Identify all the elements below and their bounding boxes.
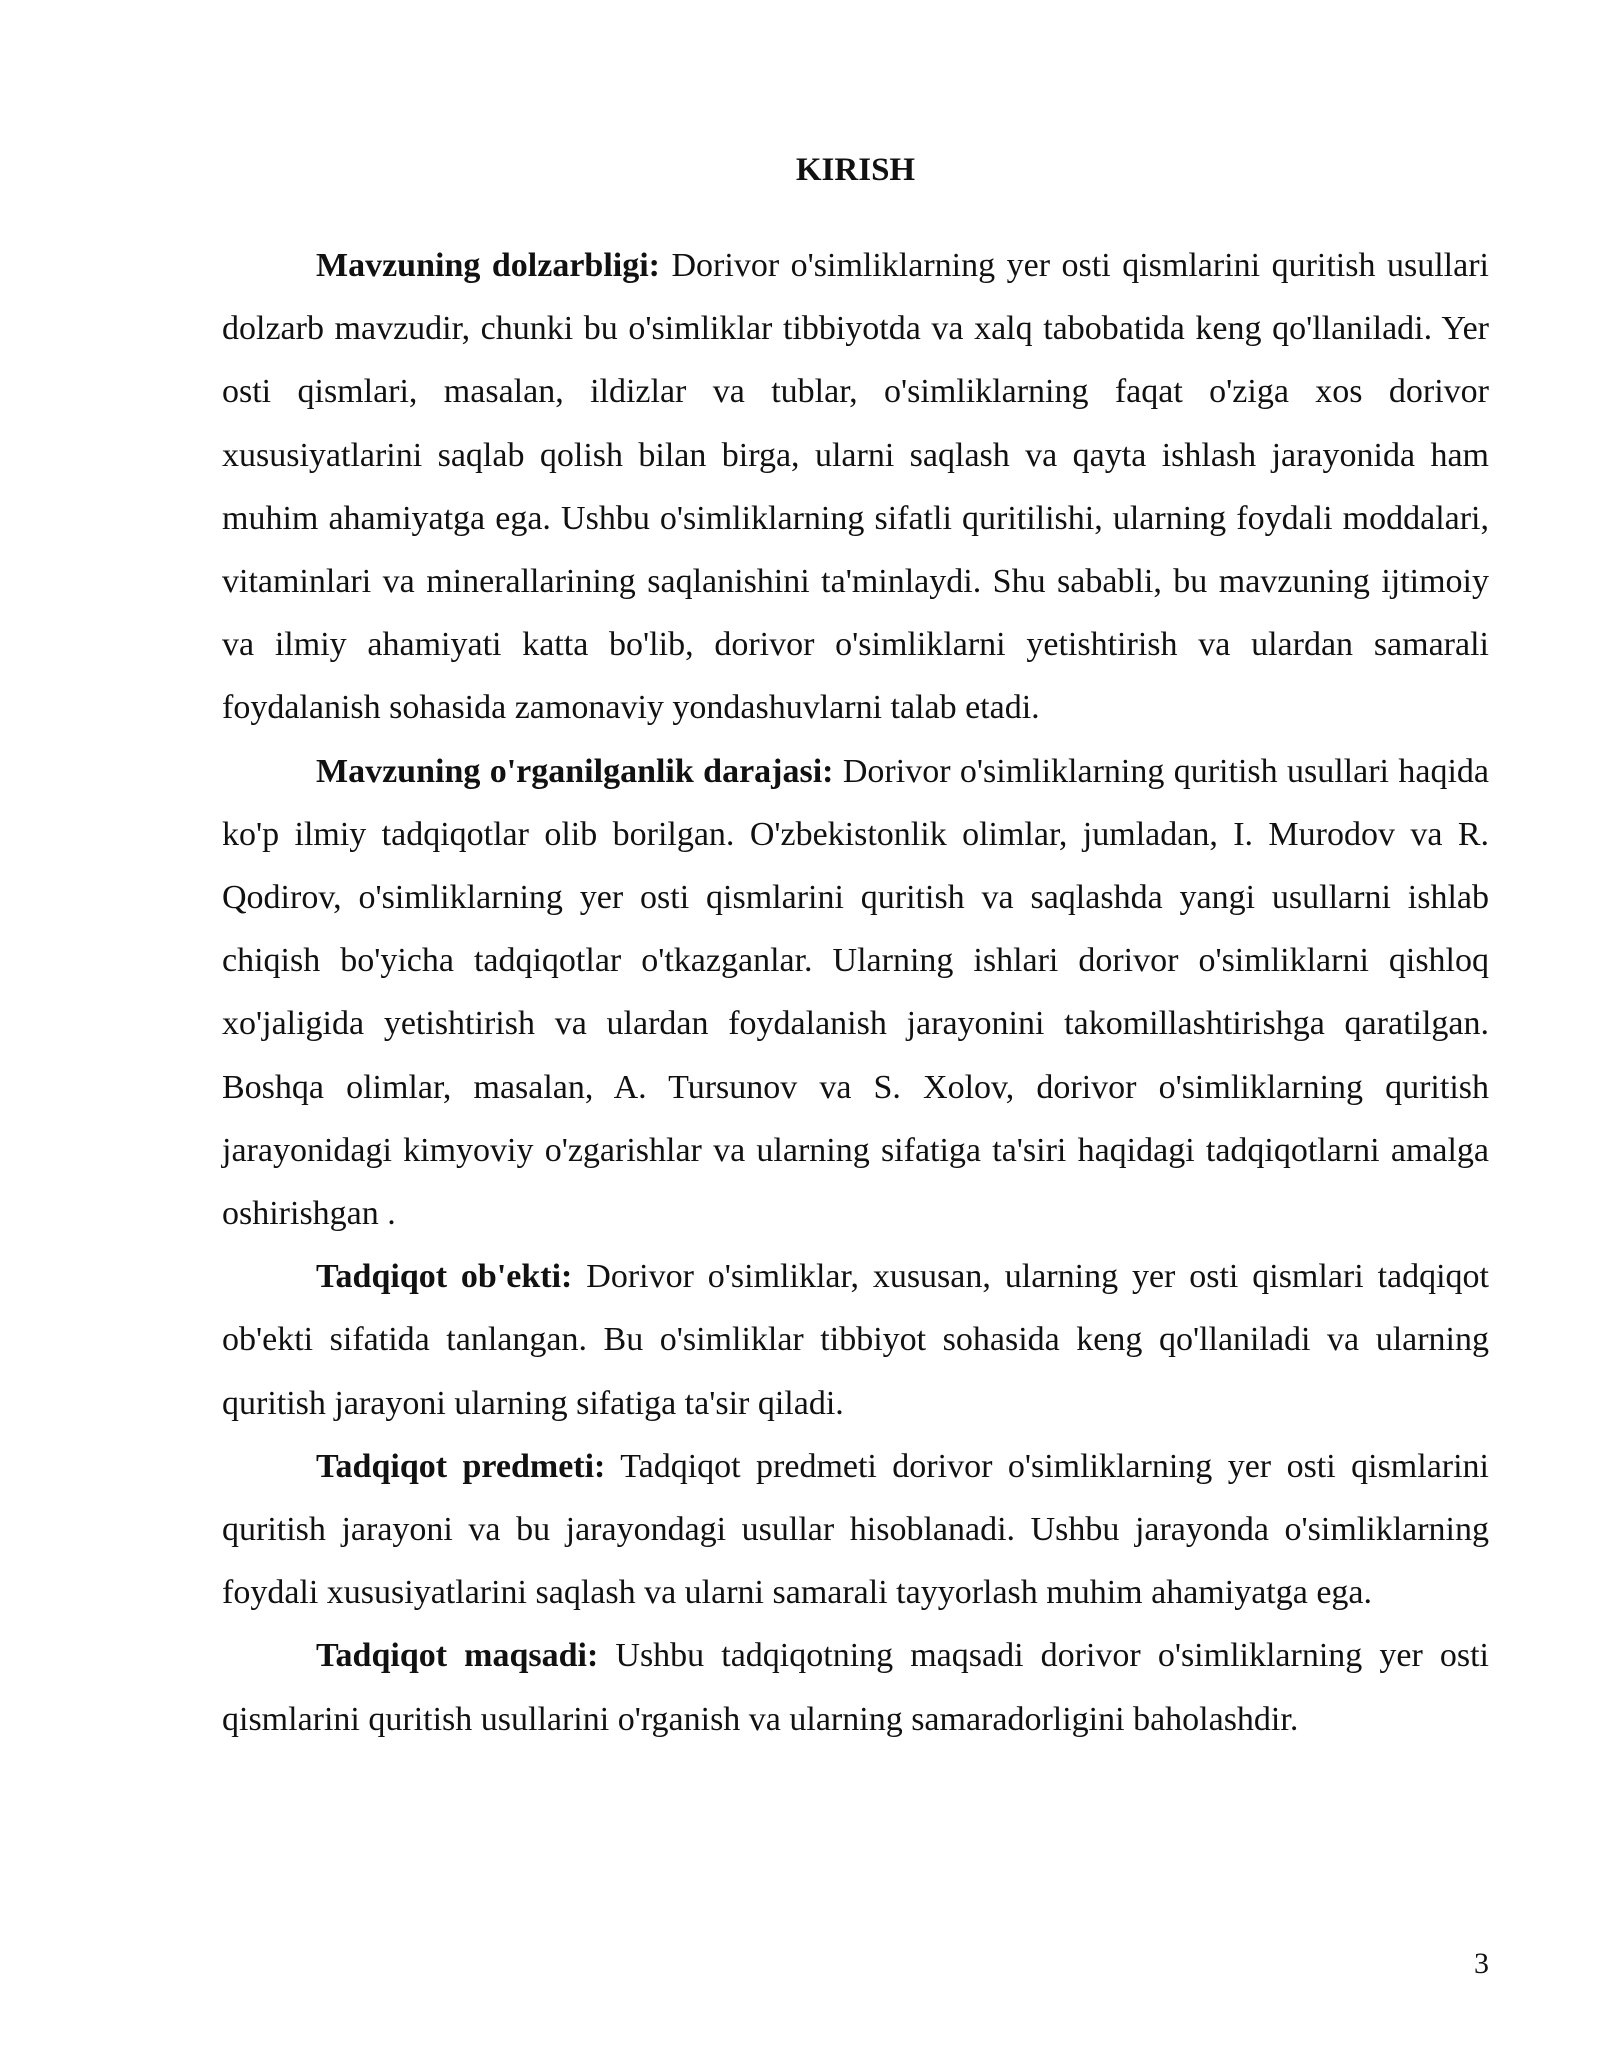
paragraph-text: Dorivor o'simliklar, xususan, ularning yer osti qismlari tadqiqot ob'ekti sifatida tanlangan. Bu o'simliklar tibbiyot sohasida keng qo'llaniladi va ularning quritish jarayoni ularning sifatiga ta'sir qiladi. [222, 1258, 1490, 1422]
paragraph-text: Ushbu tadqiqotning maqsadi dorivor o'simliklarning yer osti qismlarini quritish usullarini o'rganish va ularning samaradorligini baholashdir. [222, 1637, 1489, 1738]
page-content [222, 150, 1489, 1751]
paragraph-label: Tadqiqot ob'ekti: [316, 1258, 573, 1296]
paragraph-research-goal [222, 1624, 1489, 1750]
paragraph-label: Tadqiqot predmeti: [316, 1447, 606, 1485]
paragraph-text: Tadqiqot predmeti dorivor o'simliklarning yer osti qismlarini quritish jarayoni va bu jarayondagi usullar hisoblanadi. Ushbu jarayonda o'simliklarning foydali xususiyatlarini saqlash va ularni samarali tayyorlash muhim ahamiyatga ega. [222, 1447, 1489, 1612]
section-heading: KIRISH [795, 152, 916, 188]
paragraph-research-object [222, 1245, 1489, 1435]
paragraph-label: Tadqiqot maqsadi: [316, 1637, 599, 1675]
page-number: 3 [1474, 1947, 1489, 1980]
paragraph-label: Mavzuning dolzarbligi: [316, 247, 660, 284]
paragraph-text: Dorivor o'simliklarning yer osti qismlarini quritish usullari dolzarb mavzudir, chunki bu o'simliklar tibbiyotda va xalq tabobatida keng qo'llaniladi. Yer osti qismlari, masalan, ildizlar va tublar, o'simliklarning faqat o'ziga xos dorivor xususiyatlarini saqlab qolish bilan birga, ularni saqlash va qayta ishlash jarayonida ham muhim ahamiyatga ega. Ushbu o'simliklarning sifatli quritilishi, ularning foydali moddalari, vitaminlari va minerallarining saqlanishini ta'minlaydi. Shu sababli, bu mavzuning ijtimoiy va ilmiy ahamiyati katta bo'lib, dorivor o'simliklarni yetishtirish va ulardan samarali foydalanish sohasida zamonaviy yondashuvlarni talab etadi. [222, 247, 1489, 727]
paragraph-relevance [222, 234, 1489, 740]
paragraph-text: Dorivor o'simliklarning quritish usullari haqida ko'p ilmiy tadqiqotlar olib borilgan. O'zbekistonlik olimlar, jumladan, I. Murodov va R. Qodirov, o'simliklarning yer osti qismlarini quritish va saqlashda yangi usullarni ishlab chiqish bo'yicha tadqiqotlar o'tkazganlar. Ularning ishlari dorivor o'simliklarni qishloq xo'jaligida yetishtirish va ulardan foydalanish jarayonini takomillashtirishga qaratilgan. Boshqa olimlar, masalan, A. Tursunov va S. Xolov, dorivor o'simliklarning quritish jarayonidagi kimyoviy o'zgarishlar va ularning sifatiga ta'siri haqidagi tadqiqotlarni amalga oshirishgan . [222, 752, 1489, 1233]
paragraph-label: Mavzuning o'rganilganlik darajasi: [316, 752, 834, 790]
paragraph-study-level [222, 740, 1489, 1246]
paragraph-research-subject [222, 1435, 1489, 1625]
